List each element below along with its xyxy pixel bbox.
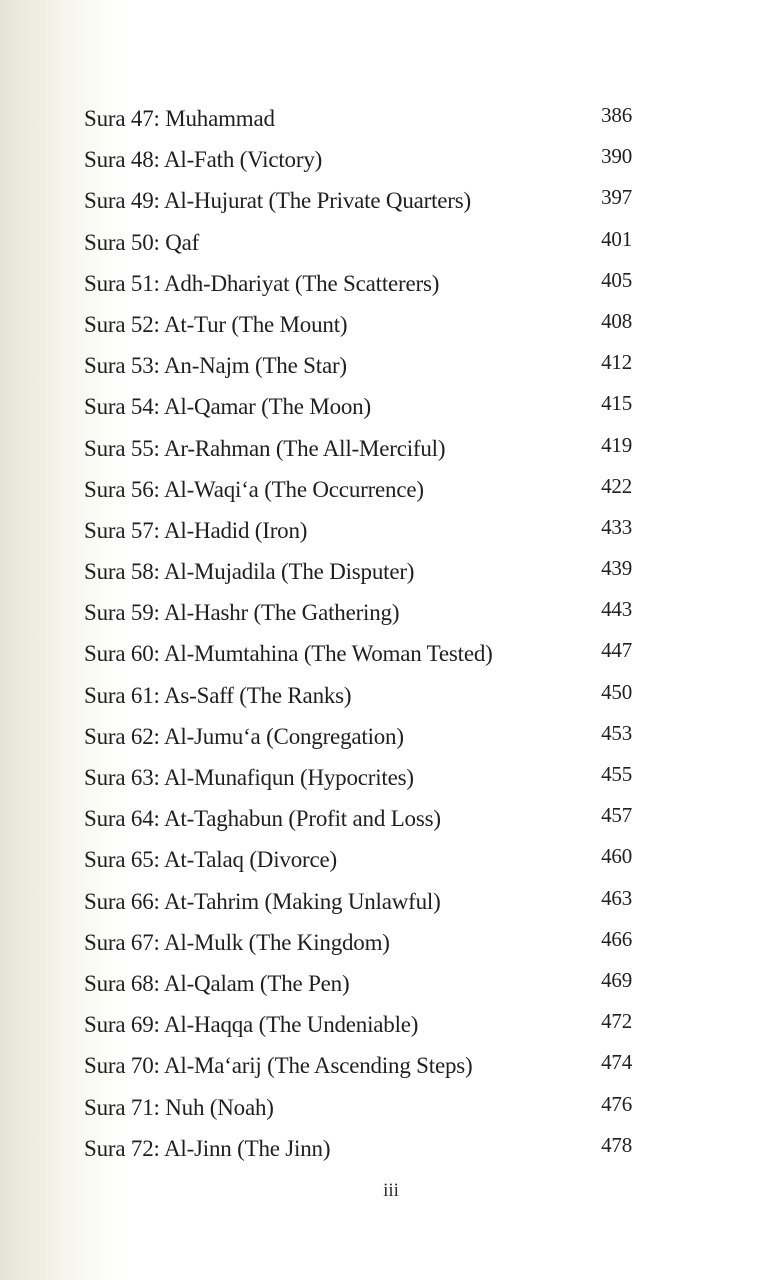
toc-entry <box>84 716 632 757</box>
toc-entry-page: 457 <box>601 803 632 828</box>
toc-entry-page: 422 <box>601 473 632 498</box>
toc-entry <box>84 881 632 922</box>
toc-entry <box>84 469 632 510</box>
toc-entry-title: Sura 52: At-Tur (The Mount) <box>84 311 348 337</box>
toc-entry-title: Sura 71: Nuh (Noah) <box>84 1094 274 1120</box>
toc-entry-page: 433 <box>601 514 632 539</box>
toc-entry-page: 419 <box>601 432 632 457</box>
toc-entry-title: Sura 68: Al-Qalam (The Pen) <box>84 970 350 996</box>
toc-entry-title: Sura 61: As-Saff (The Ranks) <box>84 682 352 708</box>
toc-entry <box>84 551 632 592</box>
toc-entry-title: Sura 66: At-Tahrim (Making Unlawful) <box>84 888 441 914</box>
toc-entry <box>84 675 632 716</box>
toc-entry <box>84 98 632 139</box>
toc-entry-page: 397 <box>601 185 632 210</box>
toc-entry-page: 474 <box>601 1050 632 1075</box>
toc-entry-page: 447 <box>601 638 632 663</box>
toc-entry-page: 408 <box>601 308 632 333</box>
toc-entry-page: 412 <box>601 350 632 375</box>
toc-entry <box>84 592 632 633</box>
toc-entry <box>84 304 632 345</box>
toc-entry-title: Sura 67: Al-Mulk (The Kingdom) <box>84 929 390 955</box>
toc-entry-page: 401 <box>601 226 632 251</box>
toc-entry-title: Sura 48: Al-Fath (Victory) <box>84 147 323 173</box>
toc-entry <box>84 757 632 798</box>
toc-entry-title: Sura 56: Al-Waqi‘a (The Occurrence) <box>84 476 424 502</box>
toc-entry-title: Sura 65: At-Talaq (Divorce) <box>84 847 337 873</box>
toc-entry-page: 478 <box>601 1132 632 1157</box>
toc-entry <box>84 180 632 221</box>
toc-entry <box>84 345 632 386</box>
toc-entry <box>84 1087 632 1128</box>
toc-entry-title: Sura 47: Muhammad <box>84 106 275 131</box>
toc-entry <box>84 798 632 839</box>
toc-entry-title: Sura 53: An-Najm (The Star) <box>84 353 347 379</box>
toc-entry-title: Sura 51: Adh-Dhariyat (The Scatterers) <box>84 270 440 296</box>
toc-entry-page: 439 <box>601 556 632 581</box>
toc-entry <box>84 633 632 674</box>
toc-entry-page: 453 <box>601 720 632 745</box>
toc-entry-title: Sura 58: Al-Mujadila (The Disputer) <box>84 559 415 585</box>
toc-entry-title: Sura 64: At-Taghabun (Profit and Loss) <box>84 806 441 832</box>
toc-entry-page: 386 <box>601 103 632 127</box>
toc-entry <box>84 263 632 304</box>
toc-entry <box>84 1045 632 1086</box>
toc-entry-title: Sura 59: Al-Hashr (The Gathering) <box>84 600 400 626</box>
toc-entry-title: Sura 62: Al-Jumu‘a (Congregation) <box>84 723 404 749</box>
toc-entry <box>84 922 632 963</box>
toc-entry-title: Sura 70: Al-Ma‘arij (The Ascending Steps) <box>84 1053 473 1079</box>
toc-entry <box>84 1128 632 1169</box>
toc-entry-page: 450 <box>601 679 632 704</box>
toc-entry-title: Sura 50: Qaf <box>84 229 200 255</box>
toc-entry-title: Sura 55: Ar-Rahman (The All-Merciful) <box>84 435 446 461</box>
toc-entry <box>84 510 632 551</box>
toc-entry <box>84 839 632 880</box>
toc-entry <box>84 963 632 1004</box>
toc-entry <box>84 428 632 469</box>
toc-entry-page: 390 <box>601 144 632 169</box>
toc-entry <box>84 139 632 180</box>
toc-entry-page: 460 <box>601 844 632 869</box>
toc-entry <box>84 1004 632 1045</box>
table-of-contents <box>84 98 632 1169</box>
toc-entry-page: 472 <box>601 1009 632 1034</box>
toc-entry-page: 443 <box>601 597 632 622</box>
toc-entry-page: 469 <box>601 967 632 992</box>
toc-entry-title: Sura 60: Al-Mumtahina (The Woman Tested) <box>84 641 493 667</box>
toc-entry <box>84 386 632 427</box>
toc-entry-title: Sura 54: Al-Qamar (The Moon) <box>84 394 371 420</box>
toc-entry-page: 476 <box>601 1091 632 1116</box>
toc-entry-title: Sura 72: Al-Jinn (The Jinn) <box>84 1135 331 1161</box>
toc-entry <box>84 222 632 263</box>
toc-entry-page: 466 <box>601 926 632 951</box>
toc-entry-page: 455 <box>601 762 632 786</box>
toc-entry-title: Sura 49: Al-Hujurat (The Private Quarters) <box>84 188 471 214</box>
toc-entry-page: 463 <box>601 885 632 910</box>
toc-entry-page: 405 <box>601 267 632 292</box>
toc-entry-title: Sura 69: Al-Haqqa (The Undeniable) <box>84 1012 419 1038</box>
toc-entry-title: Sura 57: Al-Hadid (Iron) <box>84 517 308 543</box>
toc-entry-title: Sura 63: Al-Munafiqun (Hypocrites) <box>84 765 414 790</box>
page-number: iii <box>383 1180 399 1201</box>
toc-entry-page: 415 <box>601 391 632 416</box>
